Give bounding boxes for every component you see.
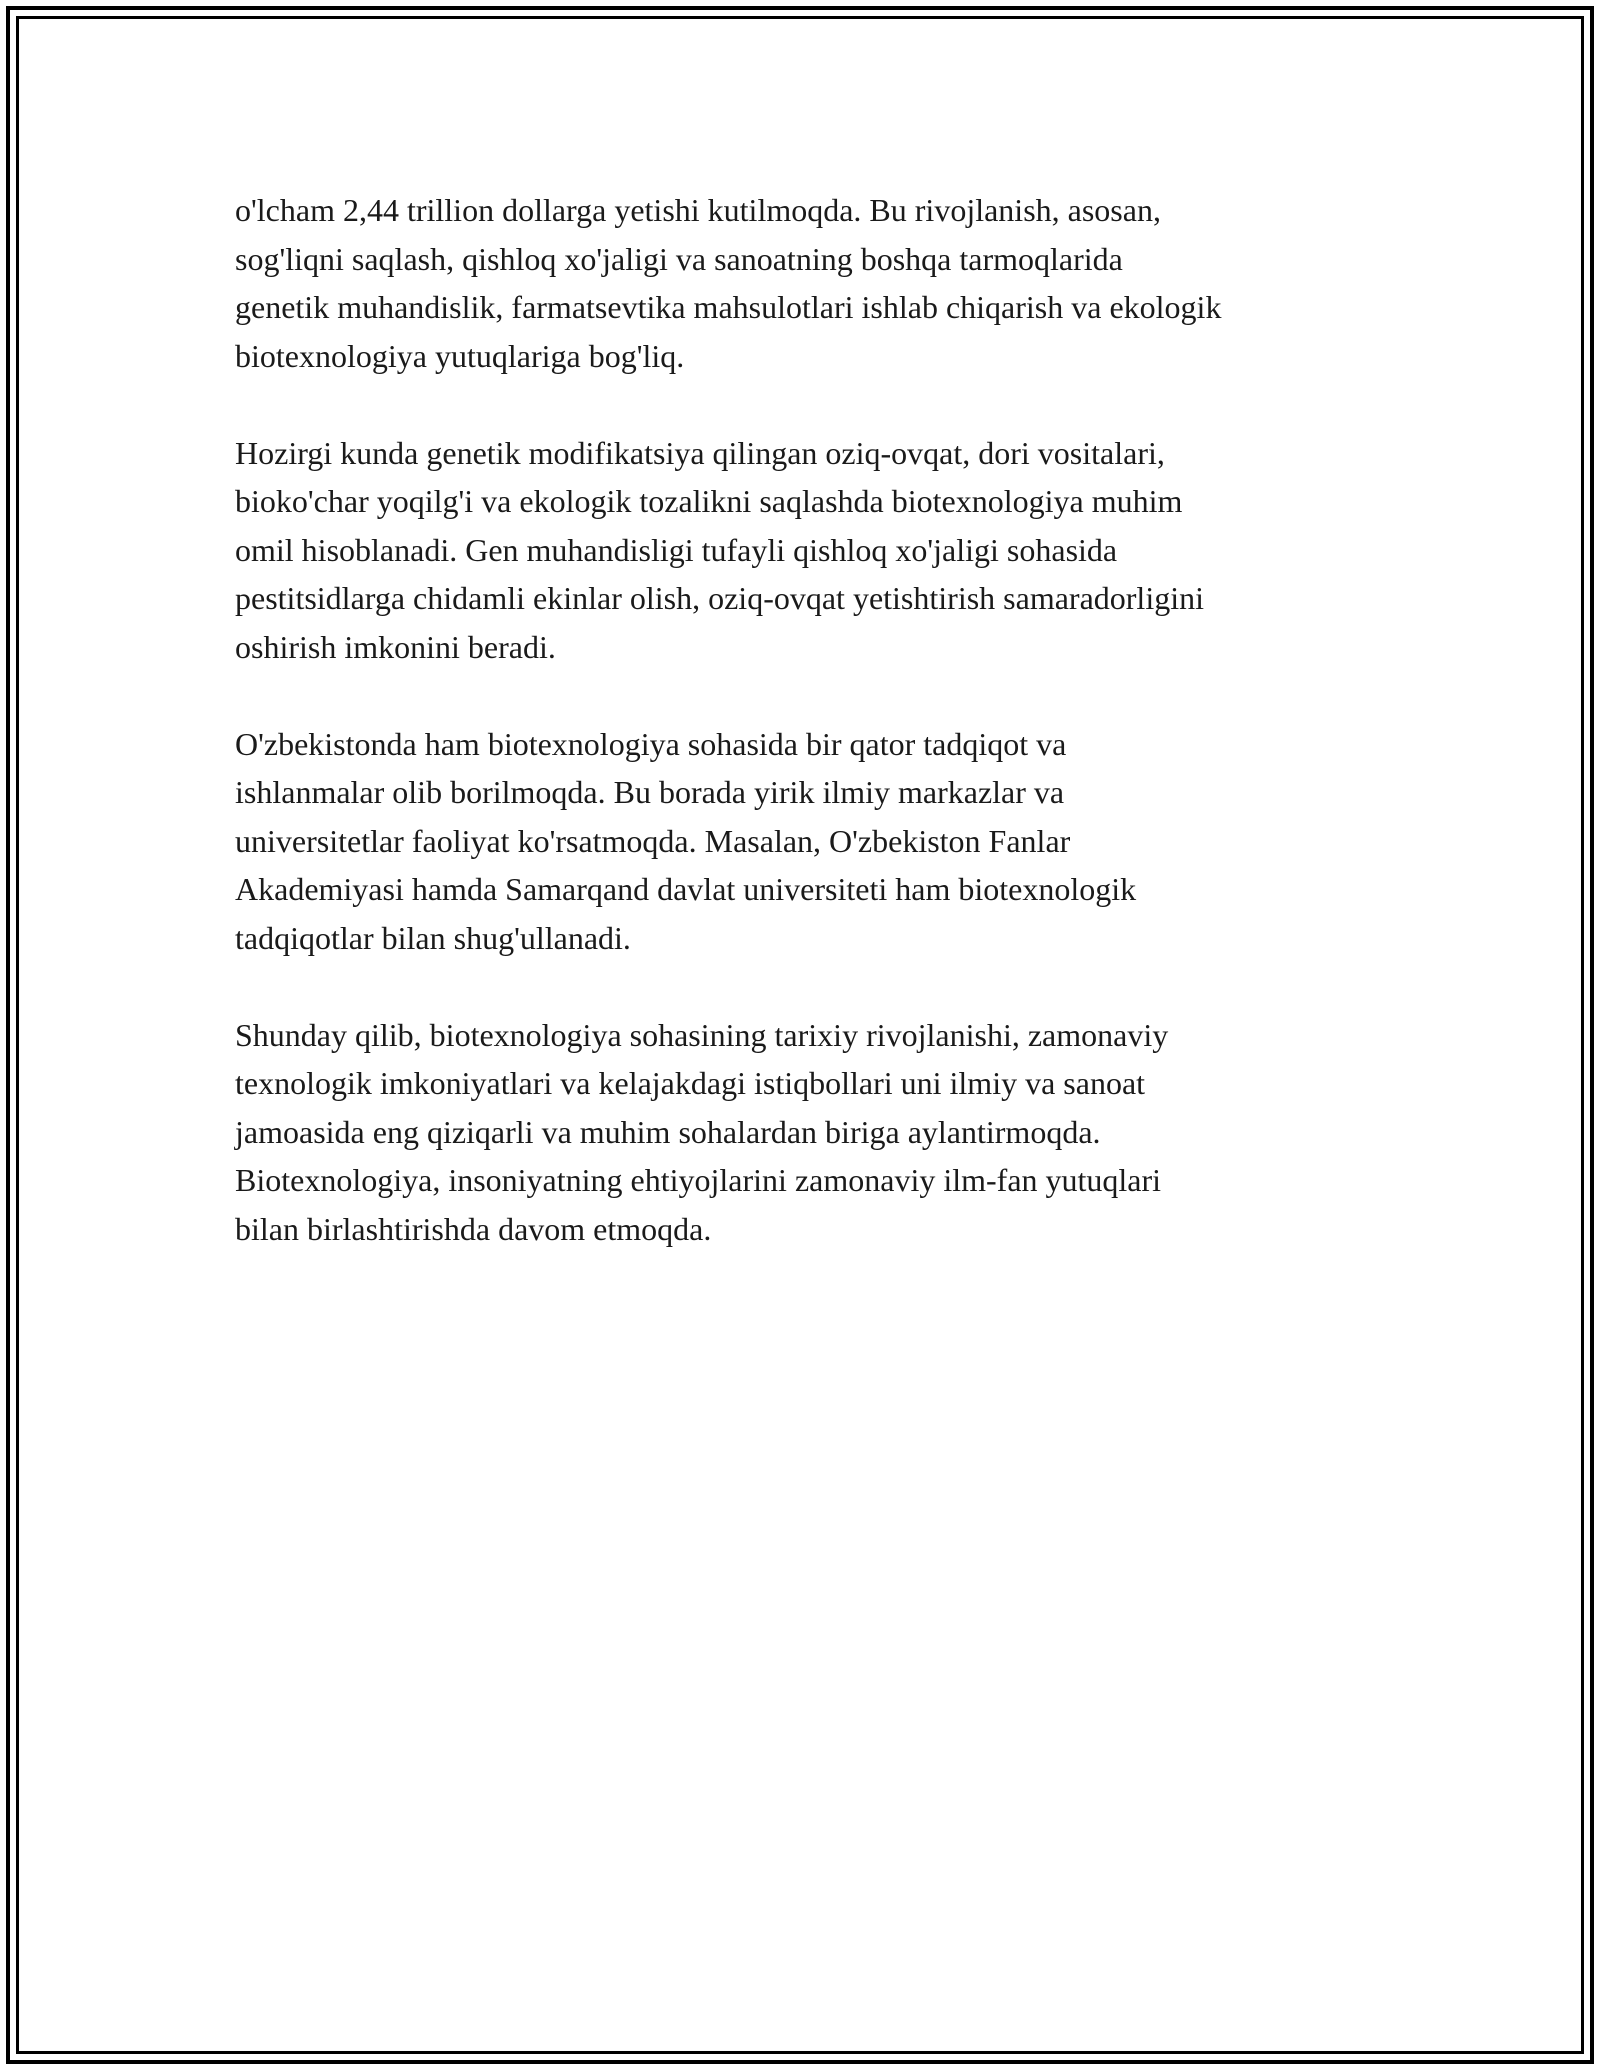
text-line: Biotexnologiya, insoniyatning ehtiyojlarini zamonaviy ilm-fan yutuqlari bbox=[235, 1162, 1162, 1198]
text-line: universitetlar faoliyat ko'rsatmoqda. Masalan, O'zbekiston Fanlar bbox=[235, 822, 1071, 859]
paragraph bbox=[235, 186, 1375, 380]
text-line: oshirish imkonini beradi. bbox=[235, 628, 556, 665]
text-line: O'zbekistonda ham biotexnologiya sohasida bir qator tadqiqot va bbox=[235, 725, 1067, 762]
text-line: bioko'char yoqilg'i va ekologik tozalikni saqlashda biotexnologiya muhim bbox=[235, 483, 1183, 519]
paragraph bbox=[235, 429, 1375, 672]
text-line: omil hisoblanadi. Gen muhandisligi tufayli qishloq xo'jaligi sohasida bbox=[235, 531, 1118, 568]
paragraph bbox=[235, 720, 1375, 963]
paragraph bbox=[235, 1011, 1375, 1254]
text-line: Akademiyasi hamda Samarqand davlat universiteti ham biotexnologik bbox=[235, 871, 1137, 907]
document-body bbox=[235, 186, 1375, 1302]
text-line: o'lcham 2,44 trillion dollarga yetishi kutilmoqda. Bu rivojlanish, asosan, bbox=[235, 192, 1161, 228]
text-line: genetik muhandislik, farmatsevtika mahsulotlari ishlab chiqarish va ekologik bbox=[235, 289, 1222, 325]
text-line: bilan birlashtirishda davom etmoqda. bbox=[235, 1210, 712, 1247]
text-line: biotexnologiya yutuqlariga bog'liq. bbox=[235, 337, 685, 374]
text-line: jamoasida eng qiziqarli va muhim sohalardan biriga aylantirmoqda. bbox=[235, 1113, 1101, 1150]
text-line: tadqiqotlar bilan shug'ullanadi. bbox=[235, 919, 631, 956]
text-line: texnologik imkoniyatlari va kelajakdagi istiqbollari uni ilmiy va sanoat bbox=[235, 1065, 1146, 1101]
text-line: Hozirgi kunda genetik modifikatsiya qilingan oziq-ovqat, dori vositalari, bbox=[235, 434, 1165, 471]
text-line: pestitsidlarga chidamli ekinlar olish, oziq-ovqat yetishtirish samaradorligini bbox=[235, 580, 1204, 616]
text-line: sog'liqni saqlash, qishloq xo'jaligi va sanoatning boshqa tarmoqlarida bbox=[235, 240, 1123, 277]
text-line: Shunday qilib, biotexnologiya sohasining tarixiy rivojlanishi, zamonaviy bbox=[235, 1016, 1169, 1053]
text-line: ishlanmalar olib borilmoqda. Bu borada yirik ilmiy markazlar va bbox=[235, 774, 1065, 810]
